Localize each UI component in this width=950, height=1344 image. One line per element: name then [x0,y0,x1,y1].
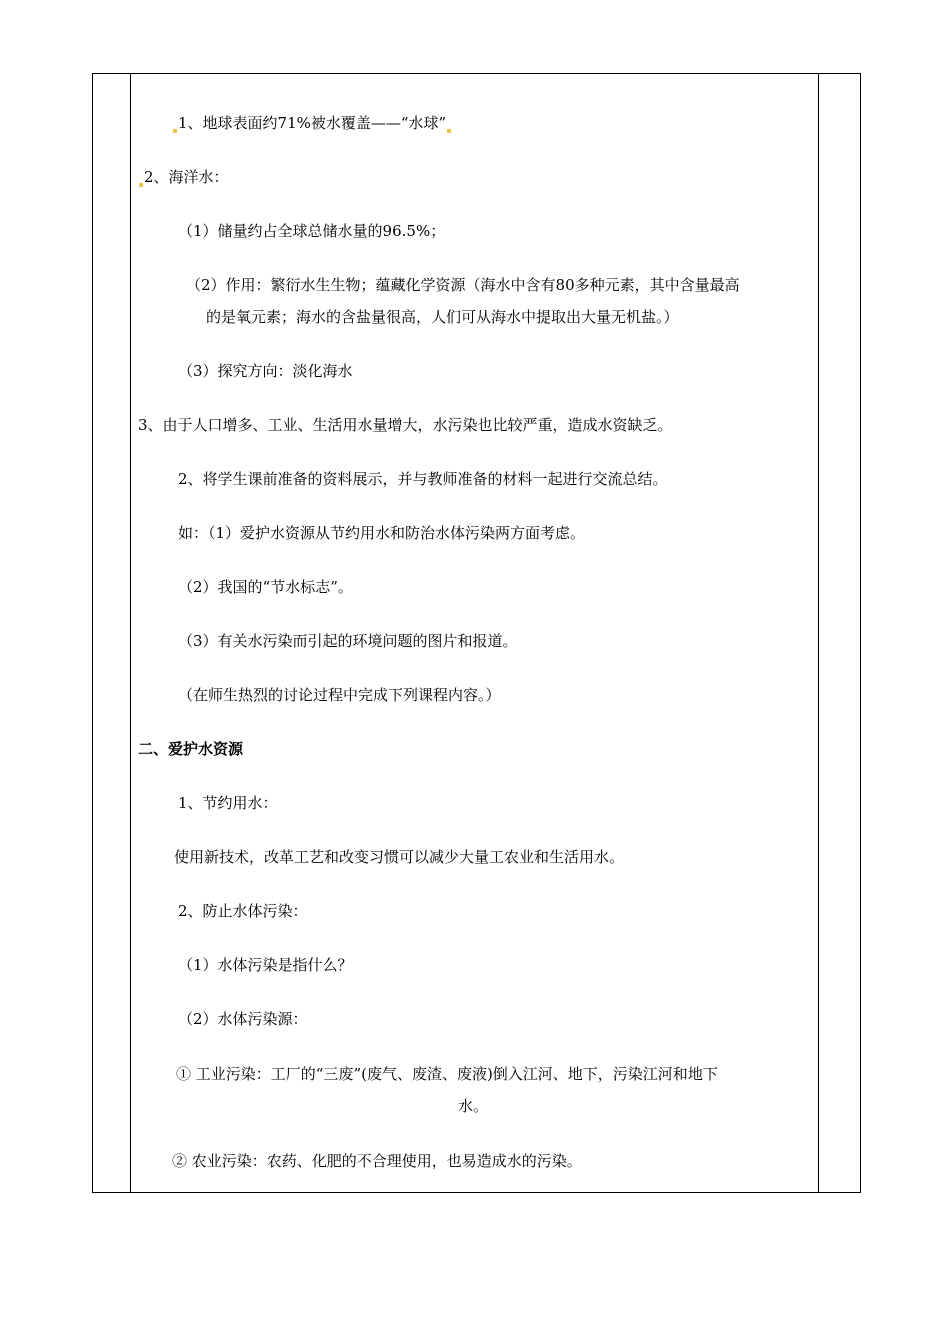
line-text: 2、海洋水： [144,168,229,186]
text-line: （1）水体污染是指什么？ [178,956,353,974]
text-line: （在师生热烈的讨论过程中完成下列课程内容。） [178,686,501,704]
text-line [138,167,229,187]
text-line: （3）有关水污染而引起的环境问题的图片和报道。 [178,632,518,650]
text-line: 的是氧元素；海水的含盐量很高，人们可从海水中提取出大量无机盐。） [206,308,679,326]
annotation-mark [447,129,451,133]
line-text: 1、地球表面约71%被水覆盖——“水球” [178,114,447,132]
text-line [172,113,452,133]
annotation-mark [139,183,143,187]
table-column-divider-left [130,74,131,1192]
annotation-mark [173,129,177,133]
text-line: 2、将学生课前准备的资料展示，并与教师准备的材料一起进行交流总结。 [178,470,668,488]
text-line: ① 工业污染：工厂的“三废”(废气、废渣、废液)倒入江河、地下，污染江河和地下 [176,1065,718,1083]
text-line: 如：（1）爱护水资源从节约用水和防治水体污染两方面考虑。 [178,524,586,542]
text-line: （2）我国的“节水标志”。 [178,578,353,596]
text-line: 水。 [458,1097,489,1115]
text-line: ② 农业污染：农药、化肥的不合理使用，也易造成水的污染。 [172,1152,582,1170]
text-line: （2）水体污染源： [178,1010,308,1028]
text-line: 3、由于人口增多、工业、生活用水量增大，水污染也比较严重，造成水资缺乏。 [138,416,673,434]
text-line: （1）储量约占全球总储水量的96.5%； [178,222,446,240]
text-line: （2）作用：繁衍水生生物；蕴藏化学资源（海水中含有80多种元素，其中含量最高 [186,276,740,294]
table-column-divider-right [818,74,819,1192]
section-heading: 二、爱护水资源 [138,740,244,758]
text-line: （3）探究方向：淡化海水 [178,362,353,380]
text-line: 2、防止水体污染： [178,902,308,920]
text-line: 使用新技术，改革工艺和改变习惯可以减少大量工农业和生活用水。 [174,848,625,866]
text-line: 1、节约用水： [178,794,278,812]
